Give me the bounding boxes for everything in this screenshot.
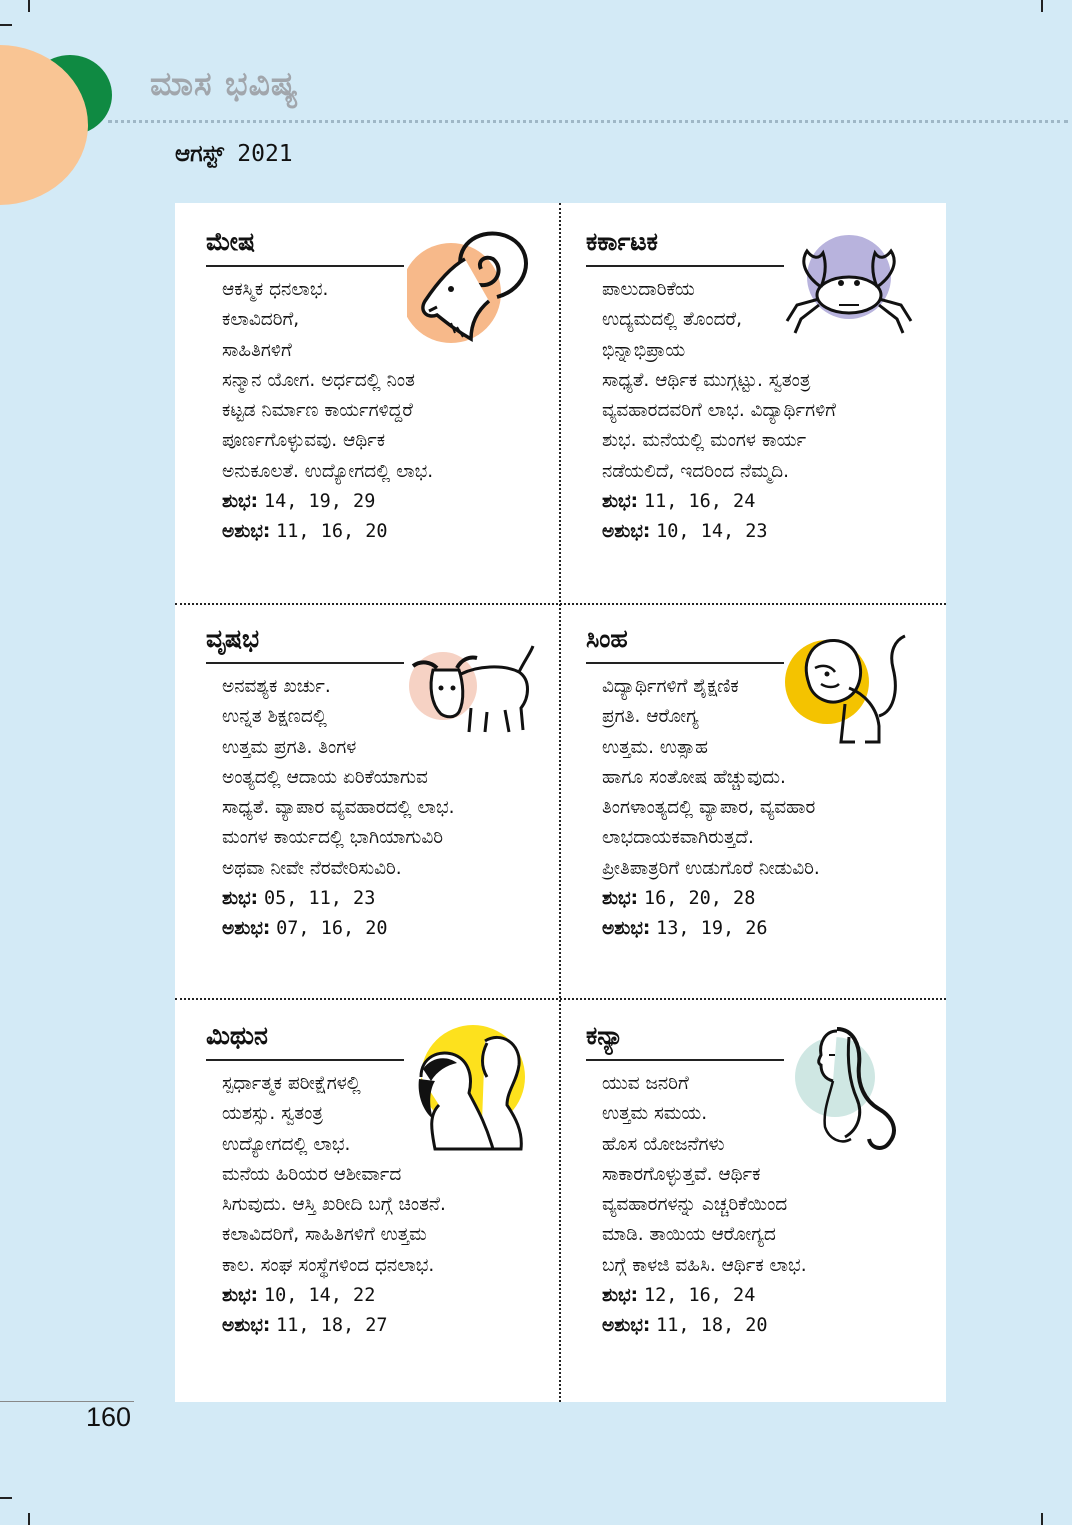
forecast-line: ಮಾಡಿ. ತಾಯಿಯ ಆರೋಗ್ಯದ — [602, 1224, 776, 1246]
lucky-values: 12, 16, 24 — [643, 1285, 756, 1306]
sign-forecast — [602, 672, 820, 884]
crop-mark — [0, 1497, 12, 1499]
lucky-values: 11, 16, 24 — [643, 491, 756, 512]
lucky-label: ಶುಭ: — [602, 1285, 639, 1306]
forecast-line: ಮಂಗಳ ಕಾರ್ಯದಲ್ಲಿ ಭಾಗಿಯಾಗುವಿರಿ — [222, 827, 444, 849]
forecast-line: ಅಂತ್ಯದಲ್ಲಿ ಆದಾಯ ಏರಿಕೆಯಾಗುವ — [222, 766, 428, 788]
sign-forecast — [222, 275, 433, 487]
forecast-line: ಆಕಸ್ಮಿಕ ಧನಲಾಭ. — [222, 279, 329, 300]
forecast-line: ಲಾಭದಾಯಕವಾಗಿರುತ್ತದೆ. — [602, 827, 754, 849]
sign-underline — [206, 1059, 404, 1061]
sign-name: ಮಿಥುನ — [206, 1021, 268, 1050]
forecast-line: ಸಾಕಾರಗೊಳ್ಳುತ್ತವೆ. ಆರ್ಥಿಕ — [602, 1163, 761, 1185]
unlucky-label: ಅಶುಭ: — [602, 1315, 651, 1336]
forecast-line: ಅನುಕೂಲತೆ. ಉದ್ಯೋಗದಲ್ಲಿ ಲಾಭ. — [222, 460, 434, 482]
forecast-line: ನಡೆಯಲಿದೆ, ಇದರಿಂದ ನೆಮ್ಮದಿ. — [602, 460, 790, 482]
sign-underline — [586, 662, 784, 664]
lucky-dates — [222, 487, 375, 517]
sign-forecast — [222, 672, 454, 884]
sign-name: ಕರ್ಕಾಟಕ — [586, 227, 658, 256]
lucky-dates — [222, 1281, 375, 1311]
sign-underline — [206, 662, 404, 664]
sign-name: ಮೇಷ — [206, 227, 255, 256]
forecast-line: ಪ್ರೀತಿಪಾತ್ರರಿಗೆ ಉಡುಗೊರೆ ನೀಡುವಿರಿ. — [602, 857, 820, 879]
crop-mark — [1041, 1513, 1043, 1525]
forecast-line: ಯಶಸ್ಸು. ಸ್ವತಂತ್ರ — [222, 1103, 323, 1125]
sign-block-mesha — [175, 203, 559, 603]
forecast-line: ಸ್ಪರ್ಧಾತ್ಮಕ ಪರೀಕ್ಷೆಗಳಲ್ಲಿ — [222, 1073, 361, 1094]
horoscope-card — [175, 203, 946, 1402]
lucky-label: ಶುಭ: — [222, 491, 259, 512]
sign-underline — [206, 265, 404, 267]
crop-mark — [28, 1513, 30, 1525]
forecast-line: ವಿದ್ಯಾರ್ಥಿಗಳಿಗೆ ಶೈಕ್ಷಣಿಕ — [602, 676, 739, 697]
forecast-line: ಹಾಗೂ ಸಂತೋಷ ಹೆಚ್ಚುವುದು. — [602, 766, 786, 788]
sign-forecast — [602, 1069, 807, 1281]
sign-block-vrishabha — [175, 600, 559, 998]
month-year: 2021 — [237, 141, 293, 167]
sign-block-kanya — [555, 997, 946, 1402]
forecast-line: ಪೂರ್ಣಗೊಳ್ಳುವವು. ಆರ್ಥಿಕ — [222, 430, 386, 452]
lucky-values: 05, 11, 23 — [263, 888, 376, 909]
unlucky-label: ಅಶುಭ: — [222, 918, 271, 939]
unlucky-dates — [602, 517, 768, 547]
month-name: ಆಗಸ್ಟ್ — [175, 141, 224, 167]
month-heading — [175, 141, 293, 167]
unlucky-values: 11, 18, 27 — [276, 1315, 388, 1336]
forecast-line: ಉತ್ತಮ ಸಮಯ. — [602, 1103, 708, 1125]
sign-name: ಕನ್ಯಾ — [586, 1021, 624, 1050]
lucky-dates — [602, 1281, 755, 1311]
sign-block-karkataka — [555, 203, 946, 603]
forecast-line: ಯುವ ಜನರಿಗೆ — [602, 1073, 689, 1094]
sign-forecast — [602, 275, 836, 487]
lucky-dates — [602, 884, 755, 914]
sign-block-simha — [555, 600, 946, 998]
unlucky-dates — [602, 914, 768, 944]
lucky-values: 14, 19, 29 — [263, 491, 376, 512]
page-number: 160 — [86, 1402, 132, 1432]
forecast-line: ಸಿಗುವುದು. ಆಸ್ತಿ ಖರೀದಿ ಬಗ್ಗೆ ಚಿಂತನೆ. — [222, 1194, 446, 1216]
lucky-dates — [222, 884, 375, 914]
lucky-dates — [602, 487, 755, 517]
forecast-line: ವ್ಯವಹಾರದವರಿಗೆ ಲಾಭ. ವಿದ್ಯಾರ್ಥಿಗಳಿಗೆ — [602, 400, 836, 422]
unlucky-label: ಅಶುಭ: — [222, 1315, 271, 1336]
page-title: ಮಾಸ ಭವಿಷ್ಯ — [150, 64, 299, 103]
unlucky-dates — [222, 517, 388, 547]
forecast-line: ಕಲಾವಿದರಿಗೆ, — [222, 309, 300, 331]
unlucky-label: ಅಶುಭ: — [222, 521, 271, 542]
forecast-line: ಕಟ್ಟಡ ನಿರ್ಮಾಣ ಕಾರ್ಯಗಳಿದ್ದರೆ — [222, 400, 413, 422]
forecast-line: ಕಾಲ. ಸಂಘ ಸಂಸ್ಥೆಗಳಿಂದ ಧನಲಾಭ. — [222, 1254, 435, 1276]
forecast-line: ಕಲಾವಿದರಿಗೆ, ಸಾಹಿತಿಗಳಿಗೆ ಉತ್ತಮ — [222, 1224, 427, 1246]
forecast-line: ಪಾಲುದಾರಿಕೆಯ — [602, 279, 695, 300]
forecast-line: ವ್ಯವಹಾರಗಳನ್ನು ಎಚ್ಚರಿಕೆಯಿಂದ — [602, 1194, 788, 1216]
forecast-line: ಸಾಹಿತಿಗಳಿಗೆ — [222, 339, 292, 361]
title-divider — [108, 120, 1068, 123]
forecast-line: ಅಥವಾ ನೀವೇ ನೆರವೇರಿಸುವಿರಿ. — [222, 857, 402, 879]
sign-name: ವೃಷಭ — [206, 624, 260, 653]
lucky-values: 16, 20, 28 — [643, 888, 756, 909]
forecast-line: ಅನವಶ್ಯಕ ಖರ್ಚು. — [222, 676, 331, 697]
forecast-line: ಶುಭ. ಮನೆಯಲ್ಲಿ ಮಂಗಳ ಕಾರ್ಯ — [602, 430, 807, 452]
unlucky-dates — [222, 1311, 388, 1341]
unlucky-values: 11, 18, 20 — [656, 1315, 768, 1336]
lucky-label: ಶುಭ: — [602, 491, 639, 512]
unlucky-label: ಅಶುಭ: — [602, 521, 651, 542]
forecast-line: ಉತ್ತಮ ಪ್ರಗತಿ. ತಿಂಗಳ — [222, 736, 357, 758]
sign-block-mithuna — [175, 997, 559, 1402]
forecast-line: ಸನ್ಮಾನ ಯೋಗ. ಅರ್ಧದಲ್ಲಿ ನಿಂತ — [222, 369, 415, 391]
unlucky-dates — [222, 914, 388, 944]
sign-name: ಸಿಂಹ — [586, 624, 628, 653]
forecast-line: ಸಾಧ್ಯತೆ. ವ್ಯಾಪಾರ ವ್ಯವಹಾರದಲ್ಲಿ ಲಾಭ. — [222, 797, 455, 819]
lucky-label: ಶುಭ: — [222, 1285, 259, 1306]
crop-mark — [28, 0, 30, 12]
forecast-line: ಉನ್ನತ ಶಿಕ್ಷಣದಲ್ಲಿ — [222, 706, 327, 728]
lucky-values: 10, 14, 22 — [263, 1285, 376, 1306]
unlucky-values: 11, 16, 20 — [276, 521, 388, 542]
forecast-line: ಉತ್ತಮ. ಉತ್ಸಾಹ — [602, 736, 708, 758]
unlucky-values: 07, 16, 20 — [276, 918, 388, 939]
forecast-line: ಸಾಧ್ಯತೆ. ಆರ್ಥಿಕ ಮುಗ್ಗಟ್ಟು. ಸ್ವತಂತ್ರ — [602, 369, 811, 391]
unlucky-label: ಅಶುಭ: — [602, 918, 651, 939]
forecast-line: ಬಗ್ಗೆ ಕಾಳಜಿ ವಹಿಸಿ. ಆರ್ಥಿಕ ಲಾಭ. — [602, 1254, 807, 1276]
forecast-line: ತಿಂಗಳಾಂತ್ಯದಲ್ಲಿ ವ್ಯಾಪಾರ, ವ್ಯವಹಾರ — [602, 797, 816, 819]
forecast-line: ಭಿನ್ನಾಭಿಪ್ರಾಯ — [602, 339, 686, 361]
sign-forecast — [222, 1069, 446, 1281]
forecast-line: ಉದ್ಯಮದಲ್ಲಿ ತೊಂದರೆ, — [602, 309, 742, 331]
lucky-label: ಶುಭ: — [602, 888, 639, 909]
forecast-line: ಮನೆಯ ಹಿರಿಯರ ಆಶೀರ್ವಾದ — [222, 1163, 402, 1185]
sign-underline — [586, 1059, 784, 1061]
unlucky-values: 10, 14, 23 — [656, 521, 768, 542]
unlucky-dates — [602, 1311, 768, 1341]
lucky-label: ಶುಭ: — [222, 888, 259, 909]
forecast-line: ಪ್ರಗತಿ. ಆರೋಗ್ಯ — [602, 706, 699, 728]
forecast-line: ಉದ್ಯೋಗದಲ್ಲಿ ಲಾಭ. — [222, 1133, 351, 1155]
forecast-line: ಹೊಸ ಯೋಜನೆಗಳು — [602, 1133, 725, 1155]
sign-underline — [586, 265, 784, 267]
crop-mark — [1041, 0, 1043, 12]
crop-mark — [0, 24, 12, 26]
unlucky-values: 13, 19, 26 — [656, 918, 768, 939]
